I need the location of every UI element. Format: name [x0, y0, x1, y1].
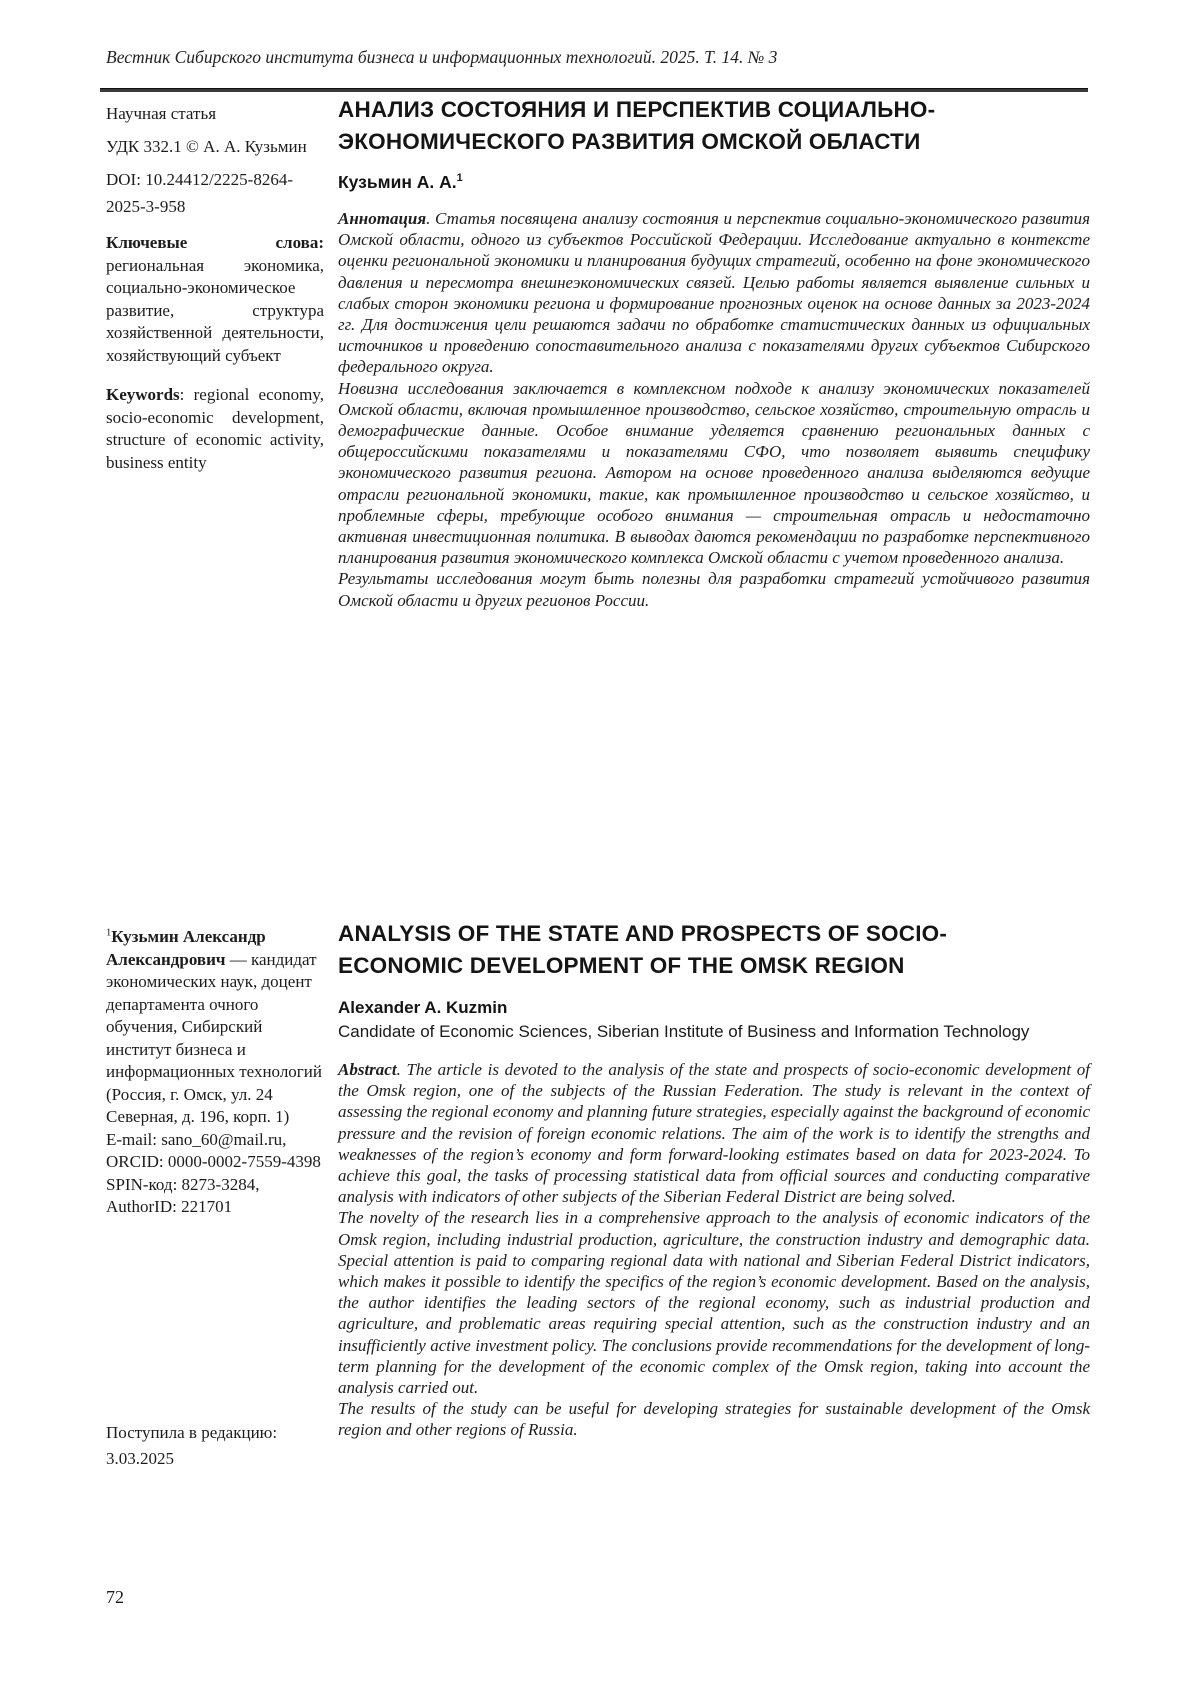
abstract-ru-p1: Аннотация. Статья посвящена анализу состояния и перспектив социально-экономического развития Омской области, одного из субъектов Российской Федерации. Исследование актуально в контексте оценки региональной экономики и планирования будущих стратегий, особенно на фоне экономического давления и пересмотра внешнеэкономических связей. Целью работы является выявление сильных и слабых сторон экономики региона и формирование прогнозных оценок на основе данных за 2023-2024 гг. Для достижения цели решаются задачи по обработке статистических данных из официальных источников и проведению сопоставительного анализа с показателями других субъектов Сибирского федерального округа.	[338, 209, 1090, 377]
udc-line: УДК 332.1 © А. А. Кузьмин	[106, 137, 307, 156]
author-id: AuthorID: 221701	[106, 1197, 233, 1216]
author-ru-name: Кузьмин А. А.	[338, 172, 457, 192]
affiliation-en: Candidate of Economic Sciences, Siberian Institute of Business and Information Technology	[338, 1022, 1030, 1041]
abstract-ru	[338, 208, 1090, 611]
article-type: Научная статья	[106, 104, 217, 123]
keywords-ru	[106, 232, 324, 367]
english-section	[338, 918, 1090, 1441]
header-divider	[100, 88, 1088, 92]
keywords-ru-text: региональная экономика, социально-экономическое развитие, структура хозяйственной деятельности, хозяйствующий субъект	[106, 255, 324, 365]
author-note-main	[106, 926, 324, 1129]
author-orcid: ORCID: 0000-0002-7559-4398	[106, 1152, 321, 1171]
keywords-en-text: : regional economy, socio-economic development, structure of economic activity, business entity	[106, 385, 324, 472]
abstract-en-p3: The results of the study can be useful for developing strategies for sustainable development of the Omsk region and other regions of Russia.	[338, 1399, 1090, 1440]
abstract-ru-label: Аннотация	[338, 209, 427, 228]
received-date: 3.03.2025	[106, 1449, 174, 1468]
journal-header-line: Вестник Сибирского института бизнеса и информационных технологий. 2025. Т. 14. № 3	[106, 47, 778, 67]
russian-section	[338, 94, 1090, 611]
keywords-ru-label: Ключевые слова:	[106, 233, 324, 252]
abstract-en-label: Abstract	[338, 1060, 397, 1079]
abstract-ru-p2: Новизна исследования заключается в комплексном подходе к анализу экономических показателей Омской области, включая промышленное производство, сельское хозяйство, строительную отрасль и демографические данные. Особое внимание уделяется сравнению региональных данных с общероссийскими показателями и показателями СФО, что позволяет выявить специфику экономического развития региона. Автором на основе проведенного анализа выделяются ведущие отрасли региональной экономики, такие, как промышленное производство и сельское хозяйство, и проблемные сферы, требующие особого внимания — строительная отрасль и недостаточно активная инвестиционная политика. В выводах даются рекомендации по разработке перспективного планирования развития экономического комплекса Омской области с учетом проведенного анализа.	[338, 378, 1090, 568]
doi-line: DOI: 10.24412/2225-8264-2025-3-958	[106, 170, 293, 216]
article-title-en: ANALYSIS OF THE STATE AND PROSPECTS OF SOCIO-ECONOMIC DEVELOPMENT OF THE OMSK REGION	[338, 921, 948, 978]
author-en: Alexander A. Kuzmin	[338, 998, 508, 1017]
received-block	[106, 1420, 324, 1472]
author-spin: SPIN-код: 8273-3284,	[106, 1174, 260, 1194]
author-note-name: Кузьмин Александр Александрович	[106, 927, 266, 969]
author-note	[106, 926, 324, 1219]
author-ru-footnote-mark: 1	[456, 172, 463, 185]
author-email: E-mail: sano_60@mail.ru,	[106, 1129, 287, 1149]
abstract-en-p2: The novelty of the research lies in a comprehensive approach to the analysis of economic indicators of the Omsk region, including industrial production, agriculture, the construction industry and demographic data. Special attention is paid to comparing regional data with national and Siberian Federal District indicators, which makes it possible to identify the specifics of the region’s economic development. Based on the analysis, the author identifies the leading sectors of the regional economy, such as industrial production and agriculture, and problematic areas requiring special attention, such as the construction industry and an insufficiently active investment policy. The conclusions provide recommendations for the development of long-term planning for the development of the economic complex of the Omsk region, taking into account the analysis carried out.	[338, 1208, 1090, 1398]
abstract-en-p1: Abstract. The article is devoted to the analysis of the state and prospects of socio-economic development of the Omsk region, one of the subjects of the Russian Federation. The study is relevant in the context of assessing the regional economy and planning future strategies, especially against the background of economic pressure and the revision of foreign economic relations. The aim of the work is to identify the strengths and weaknesses of the region’s economy and form forward-looking estimates based on data for 2023-2024. To achieve this goal, the tasks of processing statistical data from official sources and conducting comparative analysis with indicators of other subjects of the Siberian Federal District are being solved.	[338, 1060, 1090, 1207]
meta-column	[106, 100, 324, 491]
page-number: 72	[106, 1587, 124, 1607]
abstract-ru-p3: Результаты исследования могут быть полезны для разработки стратегий устойчивого развития Омской области и других регионов России.	[338, 569, 1090, 610]
author-note-footnote-mark: 1	[106, 927, 112, 939]
article-title-ru: АНАЛИЗ СОСТОЯНИЯ И ПЕРСПЕКТИВ СОЦИАЛЬНО-ЭКОНОМИЧЕСКОГО РАЗВИТИЯ ОМСКОЙ ОБЛАСТИ	[338, 97, 936, 154]
keywords-en	[106, 384, 324, 474]
author-note-details: — кандидат экономических наук, доцент департамента очного обучения, Сибирский институт бизнеса и информационных технологий (Россия, г. Омск, ул. 24 Северная, д. 196, корп. 1)	[106, 949, 322, 1126]
keywords-en-label: Keywords	[106, 385, 180, 404]
author-ru	[338, 171, 1090, 193]
received-label: Поступила в редакцию:	[106, 1423, 278, 1442]
abstract-en	[338, 1059, 1090, 1441]
